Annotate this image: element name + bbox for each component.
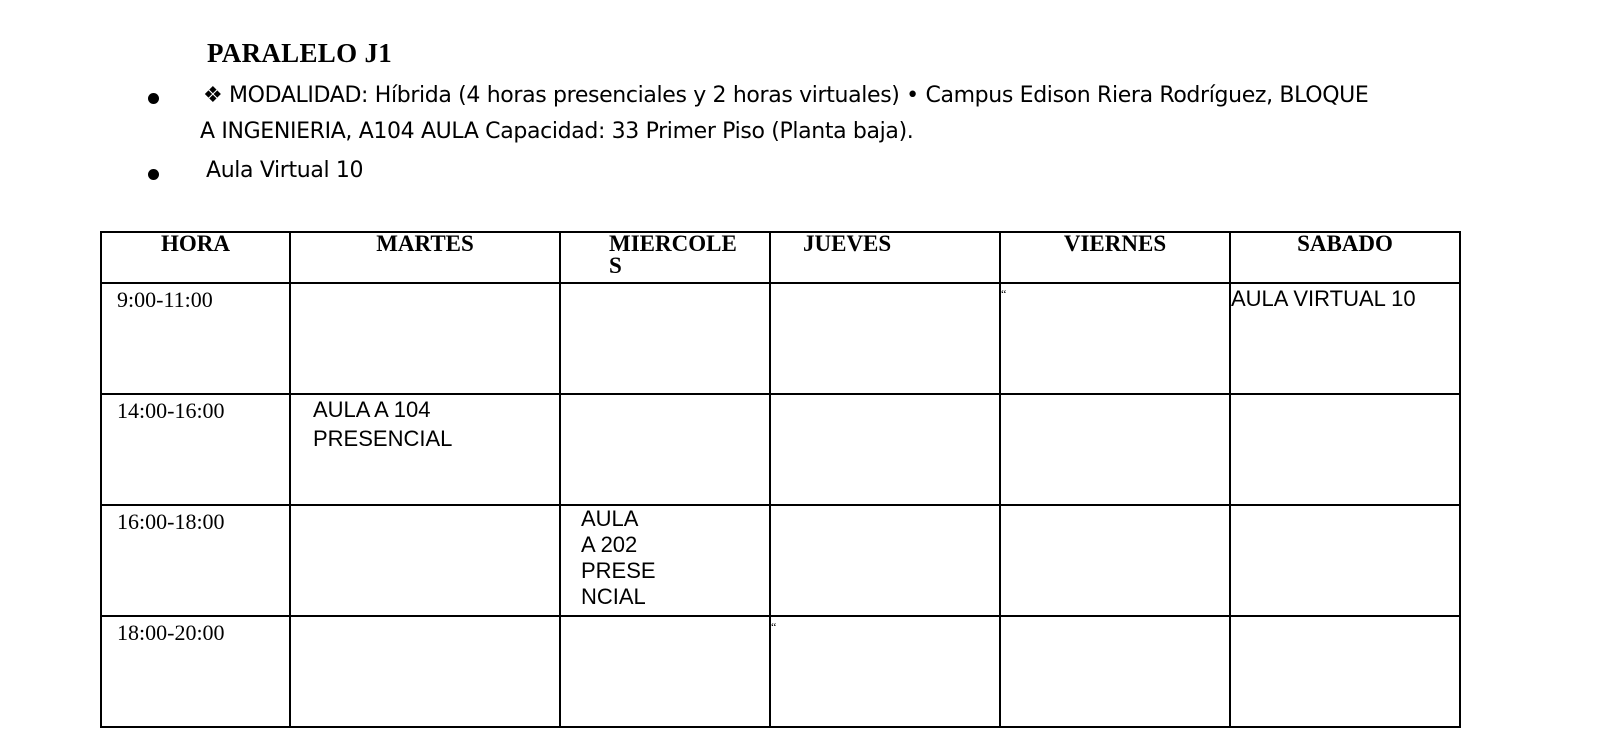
modality-text-line-2: A INGENIERIA, A104 AULA Capacidad: 33 Primer Piso (Planta baja). bbox=[200, 119, 914, 144]
viernes-cell bbox=[1000, 283, 1230, 394]
sabado-cell bbox=[1230, 616, 1460, 727]
quote-mark: “ bbox=[771, 620, 777, 634]
martes-cell bbox=[290, 616, 560, 727]
header-martes: MARTES bbox=[290, 232, 560, 283]
header-miercoles bbox=[560, 232, 770, 283]
page-title: PARALELO J1 bbox=[207, 38, 393, 68]
cell-text: AULA A 202 PRESE NCIAL bbox=[581, 506, 656, 609]
table-header-row bbox=[101, 232, 1460, 283]
header-hora: HORA bbox=[101, 232, 290, 283]
cell-text: AULA A 104 PRESENCIAL bbox=[313, 397, 453, 451]
header-viernes: VIERNES bbox=[1000, 232, 1230, 283]
sabado-cell bbox=[1230, 283, 1460, 394]
schedule-table bbox=[100, 231, 1461, 728]
miercoles-cell bbox=[560, 616, 770, 727]
cell-text: AULA VIRTUAL 10 bbox=[1231, 286, 1416, 311]
viernes-cell bbox=[1000, 616, 1230, 727]
hour-cell bbox=[101, 283, 290, 394]
miercoles-cell bbox=[560, 283, 770, 394]
martes-cell bbox=[290, 283, 560, 394]
header-sabado: SABADO bbox=[1230, 232, 1460, 283]
jueves-cell bbox=[770, 283, 1000, 394]
hour-label: 9:00-11:00 bbox=[117, 287, 213, 312]
jueves-cell bbox=[770, 505, 1000, 616]
martes-cell bbox=[290, 394, 560, 505]
table-row bbox=[101, 394, 1460, 505]
table-row bbox=[101, 616, 1460, 727]
viernes-cell bbox=[1000, 394, 1230, 505]
table-row bbox=[101, 505, 1460, 616]
bullet-dot bbox=[148, 169, 159, 180]
bullet-dot bbox=[148, 93, 159, 104]
miercoles-cell bbox=[560, 505, 770, 616]
miercoles-cell bbox=[560, 394, 770, 505]
jueves-cell bbox=[770, 616, 1000, 727]
hour-cell bbox=[101, 505, 290, 616]
table-row bbox=[101, 283, 1460, 394]
sabado-cell bbox=[1230, 394, 1460, 505]
hour-label: 14:00-16:00 bbox=[117, 398, 225, 423]
quote-mark: “ bbox=[1001, 287, 1007, 301]
hour-label: 18:00-20:00 bbox=[117, 620, 225, 645]
hour-label: 16:00-18:00 bbox=[117, 509, 225, 534]
header-jueves-label: JUEVES bbox=[803, 231, 892, 256]
viernes-cell bbox=[1000, 505, 1230, 616]
hour-cell bbox=[101, 394, 290, 505]
martes-cell bbox=[290, 505, 560, 616]
header-miercoles-label: MIERCOLE S bbox=[609, 231, 737, 278]
header-jueves bbox=[770, 232, 1000, 283]
virtual-classroom-text: Aula Virtual 10 bbox=[206, 158, 364, 183]
hour-cell bbox=[101, 616, 290, 727]
sabado-cell bbox=[1230, 505, 1460, 616]
modality-text-line-1: ❖ MODALIDAD: Híbrida (4 horas presenciales y 2 horas virtuales) • Campus Edison Riera Rodríguez, BLOQUE bbox=[203, 83, 1369, 108]
jueves-cell bbox=[770, 394, 1000, 505]
